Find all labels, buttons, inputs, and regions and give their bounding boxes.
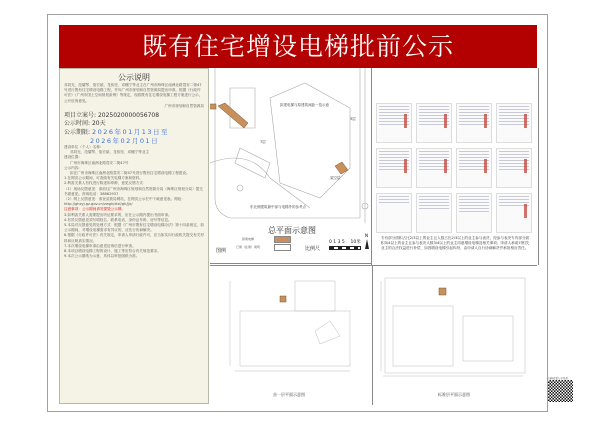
annotation: 拟建电梯与原建筑间距一览示意 — [280, 103, 329, 107]
applicant-label: 建设单位（个人）名称: — [64, 145, 102, 150]
legend-swatch-new — [274, 236, 291, 243]
document-thumbnail — [376, 193, 412, 233]
project-code: 2025020000056708 — [97, 112, 160, 120]
legend-item-label: 已建（在建）建筑 — [236, 245, 261, 249]
document-thumbnail — [376, 148, 412, 188]
document-thumbnail — [416, 193, 452, 233]
document-thumbnail — [456, 103, 492, 143]
document-thumbnail — [456, 148, 492, 188]
document-thumbnail — [416, 148, 452, 188]
first-floor-plan — [210, 266, 373, 405]
notice-item: （1）现场反馈意见：请前往广州市海珠区规划和自然资源分局（海珠区规划分局）提交书面意见。咨询电话：38862937 — [64, 186, 203, 196]
standard-floor-caption: 标准层平面示意图 — [438, 392, 470, 397]
site-plan-legend — [210, 225, 371, 265]
notice-item: 1.在网页公示期间，可查阅有关电梯方案和资料。 — [64, 176, 143, 181]
period-label: 公示时间: — [64, 120, 91, 128]
scale-ticks: 0 1 3 5 10米 — [329, 240, 361, 245]
svg-text:架空层: 架空层 — [330, 176, 341, 180]
notice-item: 9.本次公示图纸为示意，具体以审批图纸为准。 — [64, 254, 140, 259]
svg-text:东北侧建筑最中部与电梯外的参考点: 东北侧建筑最中部与电梯外的参考点 — [250, 205, 306, 209]
legend-label: 图例 — [216, 248, 227, 254]
notice-panel — [59, 68, 209, 404]
document-thumbnail — [416, 103, 452, 143]
north-arrow-icon — [365, 239, 369, 249]
notice-item: 4.有效反馈意见须写明姓名、联系电话、身份证号码、房号等信息。 — [64, 217, 172, 222]
notice-item: 3.如利害关系人需要提出听证要求的，应在公示期内提出书面申请。 — [64, 212, 172, 217]
project-code-label: 项目立案号: — [64, 112, 97, 120]
notice-item: 7.本次增设电梯申请由意见征询后进行审查。 — [64, 243, 136, 248]
floor-plans — [210, 265, 537, 405]
range-end: 2026年02月01日 — [90, 137, 160, 146]
legend-item-label: 拟建电梯 — [242, 237, 255, 241]
notice-item: 2.利害关系人有权进行陈述和申辩，意见反馈方式： — [64, 181, 147, 186]
range-label: 公示期限: — [64, 129, 91, 137]
notice-title: 公示说明 — [118, 73, 150, 82]
content-label: 公示内容: — [64, 165, 80, 170]
range-start: 2026年01月13日至 — [91, 128, 170, 137]
period: 20天 — [91, 120, 106, 128]
site-plan-title: 总平面示意图 — [268, 226, 316, 235]
first-floor-caption: 首一层平面示意图 — [273, 392, 305, 397]
svg-text:7层: 7层 — [260, 140, 266, 144]
location: 广州市海珠区南洲北路荔安二街47号 — [70, 160, 129, 165]
content: 拟在广州市海珠区南洲北路荔安二街47号进行既有住宅增设电梯工程建设。 — [70, 171, 190, 176]
scale-label: 比例尺 — [305, 246, 321, 252]
notice-signature: 广州市规划和自然资源局 — [164, 103, 204, 108]
notice-item: 5.本局对反馈意见的处理方式：根据《广州市既有住宅增设电梯办法》第十四条规定，如公示期间，对增设电梯需求有异议的，应先行协商解决。 — [64, 223, 204, 233]
qr-code-icon — [548, 380, 573, 402]
notice-item: （2）网上反馈意见：请登录我局网站，在网页公示栏中下载意见表。网址：http://ghzyj.gz.gov.cn/zwgk/ztzl/gh/jjz/ — [64, 197, 185, 207]
document-thumbnail — [496, 148, 532, 188]
notice-item: 6.根据《行政许可法》有关规定，申请人申请行政许可，应当如实向行政机关提交有关材料和反映真实情况。 — [64, 233, 204, 243]
site-plan-lines — [210, 68, 371, 228]
qr-code[interactable] — [548, 377, 578, 403]
consent-note: 专有部分面积占比2/3以上的业主且人数占比2/3以上的业主参与表决，经参与表决专有部分面积3/4以上的业主且参与表决人数3/4以上的业主同意增设电梯及相关事项；申请人承诺对相关业主的合法权益进行补偿，如因增设电梯引起纠纷，由申请人自行协商解决并承担相应责任。 — [381, 236, 530, 250]
north-label: N — [365, 233, 368, 238]
document-thumbnail — [456, 193, 492, 233]
qr-label: 扫码查看公示信息 — [548, 377, 569, 380]
applicants: 邓同光、范耀琴、詹宏斌、龙伟坚、邓穗宁等业主 — [70, 150, 150, 155]
scale-bar — [329, 246, 361, 250]
document-thumbnail — [376, 103, 412, 143]
divider — [210, 263, 371, 264]
location-label: 建设位置: — [64, 155, 80, 160]
document-thumbnail — [496, 193, 532, 233]
notice-highlight: 注意事项：公示期间请勿损毁公示牌。 — [64, 207, 126, 212]
notice-intro: 邓同光、范耀琴、詹宏斌、龙伟坚、邓穗宁等业主在广州市海珠区南洲北路荔安二街47号进行既有住宅增设电梯工程，并向广州市规划和自然资源局提出申请。根据《行政许可法》《广州市国土空间规划条例》等规定，现将既有住宅增设电梯工程方案进行公示，公开征询意见。 — [64, 83, 203, 103]
legend-swatch-existing — [274, 244, 291, 251]
svg-text:3层: 3层 — [350, 117, 356, 121]
standard-floor-plan — [373, 266, 537, 405]
document-thumbnail — [496, 103, 532, 143]
notice-item: 8.本项目增设电梯工程的设计、施工等应符合有关规范要求。 — [64, 249, 161, 254]
page-title: 既有住宅增设电梯批前公示 — [59, 25, 537, 68]
